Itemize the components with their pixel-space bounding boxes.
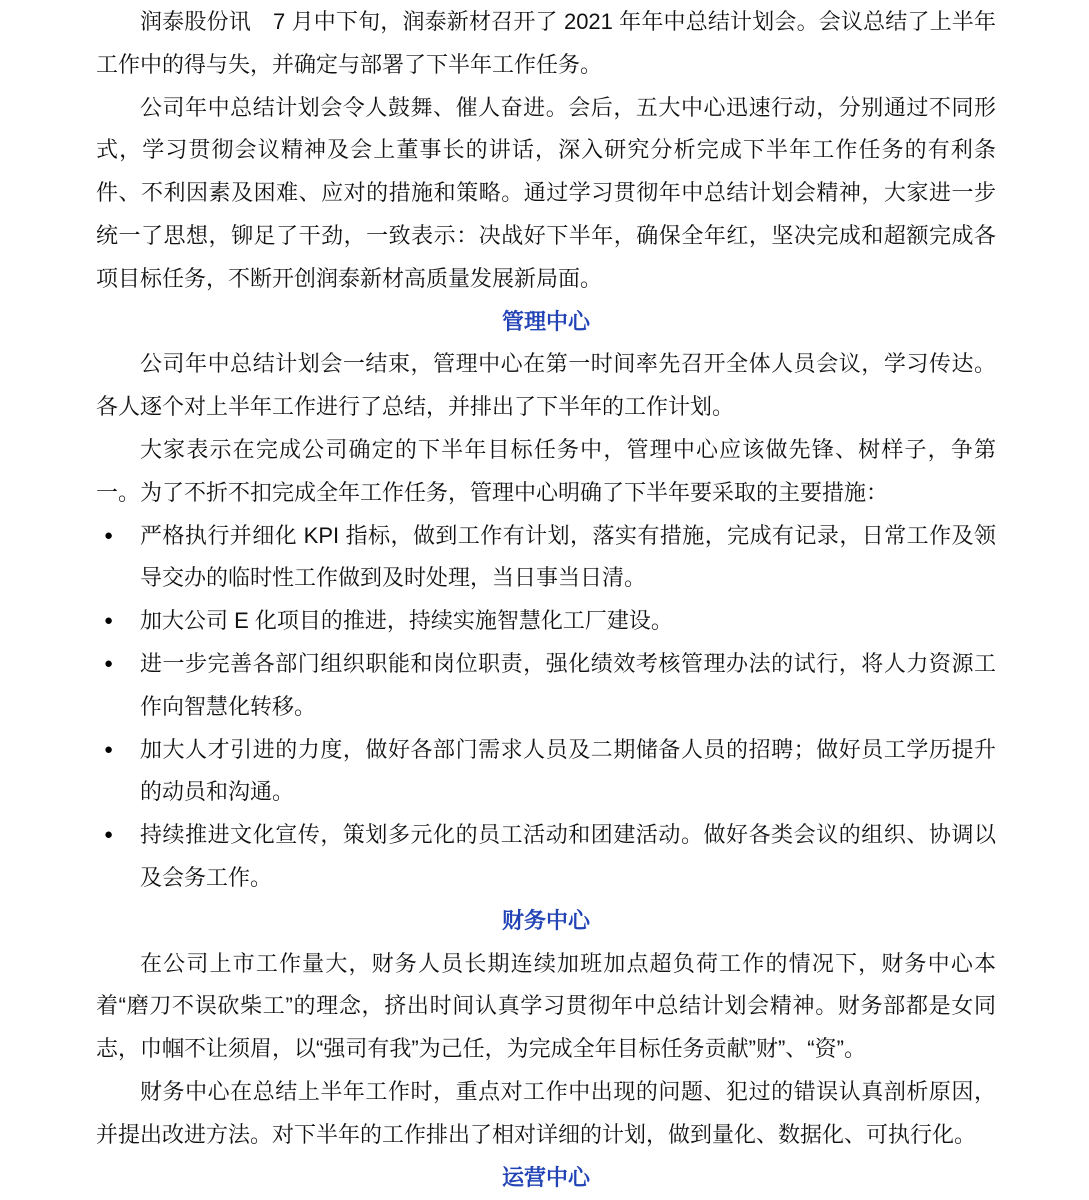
- bullet-text: 加大公司 E 化项目的推进，持续实施智慧化工厂建设。: [140, 608, 673, 634]
- list-item: [96, 515, 996, 601]
- bullet-icon: ●: [104, 826, 114, 844]
- list-item: [96, 600, 996, 643]
- bullet-icon: ●: [104, 654, 114, 672]
- section-heading-management-center: 管理中心: [501, 308, 590, 334]
- section-heading-operations-center: 运营中心: [501, 1164, 590, 1190]
- list-item: [96, 814, 996, 900]
- list-item: [96, 643, 996, 729]
- bullet-icon: ●: [104, 526, 114, 544]
- paragraph-intro: 润泰股份讯 7 月中下旬，润泰新材召开了 2021 年年中总结计划会。会议总结了上半年工作中的得与失，并确定与部署了下半年工作任务。: [96, 9, 996, 77]
- paragraph-meeting-spirit: 公司年中总结计划会令人鼓舞、催人奋进。会后，五大中心迅速行动，分别通过不同形式，学习贯彻会议精神及会上董事长的讲话，深入研究分析完成下半年工作任务的有利条件、不利因素及困难、应对的措施和策略。通过学习贯彻年中总结计划会精神，大家进一步统一了思想，铆足了干劲，一致表示：决战好下半年，确保全年红，坚决完成和超额完成各项目标任务，不断开创润泰新材高质量发展新局面。: [96, 94, 996, 291]
- measures-list: [96, 515, 996, 900]
- paragraph-management-summary: 公司年中总结计划会一结束，管理中心在第一时间率先召开全体人员会议，学习传达。各人逐个对上半年工作进行了总结，并排出了下半年的工作计划。: [96, 351, 996, 420]
- paragraph-management-measures-lead: 大家表示在完成公司确定的下半年目标任务中，管理中心应该做先锋、树样子，争第一。为了不折不扣完成全年工作任务，管理中心明确了下半年要采取的主要措施：: [96, 436, 996, 505]
- bullet-text: 持续推进文化宣传，策划多元化的员工活动和团建活动。做好各类会议的组织、协调以及会务工作。: [140, 822, 996, 890]
- list-item: [96, 729, 996, 815]
- section-heading-finance-center: 财务中心: [501, 907, 590, 933]
- paragraph-finance-study: 在公司上市工作量大，财务人员长期连续加班加点超负荷工作的情况下，财务中心本着“磨刀不误砍柴工”的理念，挤出时间认真学习贯彻年中总结计划会精神。财务部都是女同志，巾帼不让须眉，以“强司有我”为己任，为完成全年目标任务贡献”财”、“资”。: [96, 950, 996, 1062]
- bullet-icon: ●: [104, 740, 114, 758]
- paragraph-finance-plan: 财务中心在总结上半年工作时，重点对工作中出现的问题、犯过的错误认真剖析原因，并提出改进方法。对下半年的工作排出了相对详细的计划，做到量化、数据化、可执行化。: [96, 1078, 996, 1147]
- bullet-icon: ●: [104, 612, 114, 630]
- bullet-text: 加大人才引进的力度，做好各部门需求人员及二期储备人员的招聘；做好员工学历提升的动员和沟通。: [140, 736, 996, 805]
- bullet-text: 进一步完善各部门组织职能和岗位职责，强化绩效考核管理办法的试行，将人力资源工作向智慧化转移。: [140, 650, 996, 719]
- bullet-text: 严格执行并细化 KPI 指标，做到工作有计划，落实有措施，完成有记录，日常工作及领导交办的临时性工作做到及时处理，当日事当日清。: [140, 522, 996, 591]
